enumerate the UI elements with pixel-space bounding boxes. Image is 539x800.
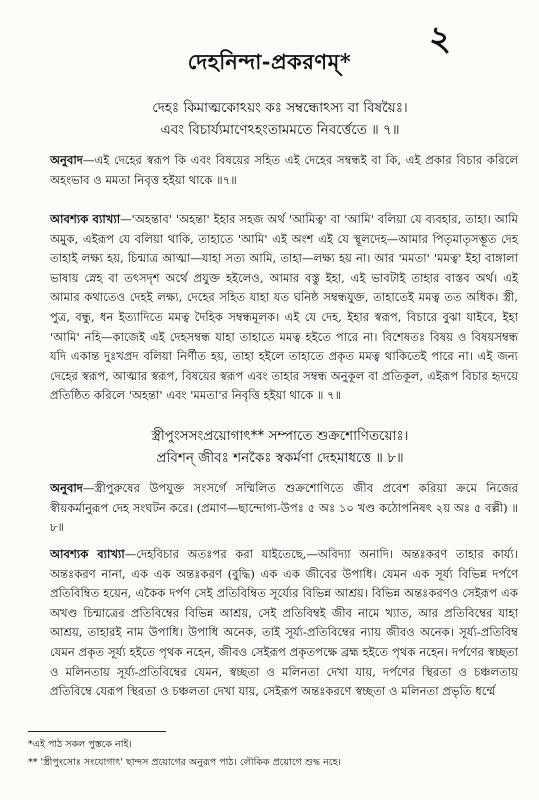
translation-7 [50, 151, 518, 190]
commentary-label: আবশ্যক ব্যাখ্যা [50, 547, 125, 561]
verse-7 [50, 97, 510, 141]
verse-line: দেহঃ কিমাত্মকোঽয়ং কঃ সম্বন্ধোঽস্য বা বিষয়ৈঃ। [152, 100, 408, 116]
footnote: ** 'স্ত্রীপুংসোঃ সংযোগাৎ' ছান্দস প্রয়োগের অনুরূপ পাঠ। লৌকিক প্রয়োগে শুদ্ধ নহে। [28, 757, 341, 768]
commentary-text: —'অহন্তাব' 'অহন্তা' ইহার সহজ অর্থ 'আমিত্ব' বা 'আমি' বলিয়া যে ব্যবহার, তাহা। আমি অমুক, এইরূপ যে বলিয়া থাকি, তাহাতে 'আমি' এই অংশ এই যে স্থূলদেহ—আমার পিতৃমাতৃসম্ভূত দেহ তাহাই লক্ষ্য হয়, চিন্মাত্র আত্মা—যাহা সত্য আমি, তাহা—লক্ষ্য হয় না। আর 'মমতা' 'মমত্ব' ইহা বাঙ্গালা ভাষায় স্নেহ বা তৎসদৃশ অর্থে প্রযুক্ত হইলেও, আমার বস্তু ইহা, এই ভাবটাই তাহার বাস্তব অর্থ। এই আমার কথাতেও দেহই লক্ষ্য, দেহের সহিত যাহা যত ঘনিষ্ঠ সম্বন্ধযুক্ত, তাহাতেই মমত্ব তত অধিক। স্ত্রী, পুত্র, বন্ধু, ধন ইত্যাদিতে মমত্ব দৈহিক সম্বন্ধমূলক। এই যে দেহ, ইহার স্বরূপ, বিচারে বুঝা যাইবে, ইহা 'আমি' নহি—কাজেই এই দেহসম্বন্ধ যাহা তাহাতে মমত্ব হইতে পারে না। বিশেষতঃ বিষয় ও বিষয়সম্বন্ধ যদি একান্ত দুঃখপ্রদ বলিয়া নির্ণীত হয়, তাহা হইলে তাহাতে প্রকৃত মমত্ব থাকিতেই পারে না। এই জন্য দেহের স্বরূপ, আত্মার স্বরূপ, বিষয়ের স্বরূপ এবং তাহার সম্বন্ধ অনুকূল বা প্রতিকূল, এইরূপ বিচার হৃদয়ে প্রতিষ্ঠিত করিলে 'অহন্তা' এবং 'মমতা'র নিবৃত্তি হইয়া থাকে ॥ ৭॥ [50, 212, 518, 403]
chapter-title: দেহনিন্দা-প্রকরণম্* [187, 49, 352, 74]
page-number: ২ [428, 19, 451, 59]
verse-line: প্রবিশন্ জীবঃ শনকৈঃ স্বকর্মণা দেহমাধত্তে ॥ ৮॥ [156, 450, 404, 466]
translation-text: —স্ত্রীপুরুষের উপযুক্ত সংসর্গে সম্মিলিত শুক্রশোণিতে জীব প্রবেশ করিয়া ক্রমে নিজের স্বীয়কর্মানুরূপ দেহ সংঘটন করে। (প্রমাণ—ছান্দোগ্য-উপঃ ৫ অঃ ১০ খণ্ড কঠোপনিষৎ ২য় অঃ ৫ বল্লী) ॥৮॥ [50, 481, 518, 535]
translation-label: অনুবাদ [50, 153, 83, 167]
commentary-7 [50, 210, 518, 406]
verse-line: এবং বিচার্য্যমাণেঽহংতামমতে নিবর্ত্তেতে ॥ ৭॥ [160, 122, 400, 138]
translation-8 [50, 479, 518, 538]
verse-line: স্ত্রীপুংসসংপ্রয়োগাৎ** সম্পাতে শুক্রশোণিতয়োঃ। [151, 428, 409, 444]
commentary-8 [50, 545, 518, 702]
commentary-label: আবশ্যক ব্যাখ্যা [50, 212, 121, 226]
translation-label: অনুবাদ [50, 481, 83, 495]
footnote: *এই পাঠ সকল পুস্তকে নাই। [28, 739, 132, 750]
footnote-divider [28, 731, 166, 732]
commentary-text: —দেহবিচার অতঃপর করা যাইতেছে,—অবিদ্যা অনাদি। অন্তঃকরণ তাহার কার্য্য। অন্তঃকরণ নানা, এক এক অন্তঃকরণ (বুদ্ধি) এক এক জীবের উপাধি। যেমন এক সূর্য্য বিভিন্ন দর্পণে প্রতিবিম্বিত হয়েন, একৈক দর্পণ সেই প্রতিবিম্বিত সূর্য্যের বিভিন্ন আশ্রয়। বিভিন্ন অন্তঃকরণও সেইরূপ এক অখণ্ড চিন্মাত্রের প্রতিবিম্বের বিভিন্ন আশ্রয়, সেই প্রতিবিম্বই জীব নামে খ্যাত, আর প্রতিবিম্বের যাহা আশ্রয়, তাহারই নাম উপাধি। উপাধি অনেক, তাই সূর্য্য-প্রতিবিম্বের ন্যায় জীবও অনেক। সূর্য্য-প্রতিবিম্ব যেমন প্রকৃত সূর্য্য হইতে পৃথক নহেন, জীবও সেইরূপ প্রকৃতপক্ষে ব্রহ্ম হইতে পৃথক নহেন। দর্পণের স্বচ্ছতা ও মলিনতায় সূর্য্য-প্রতিবিম্বের যেমন, স্বচ্ছতা ও মলিনতা দেখা যায়, দর্পণের স্থিরতা ও চঞ্চলতায় প্রতিবিম্বে যেরূপ স্থিরতা ও চঞ্চলতা দেখা যায়, সেইরূপ অন্তঃকরণে স্বচ্ছতা ও মলিনতা প্রভৃতি ধর্ম্মে [50, 547, 518, 699]
translation-text: —এই দেহের স্বরূপ কি এবং বিষয়ের সহিত এই দেহের সম্বন্ধই বা কি, এই প্রকার বিচার করিলে অহংভাব ও মমতা নিবৃত্ত হইয়া থাকে ॥৭॥ [50, 153, 518, 187]
verse-8 [50, 425, 510, 469]
